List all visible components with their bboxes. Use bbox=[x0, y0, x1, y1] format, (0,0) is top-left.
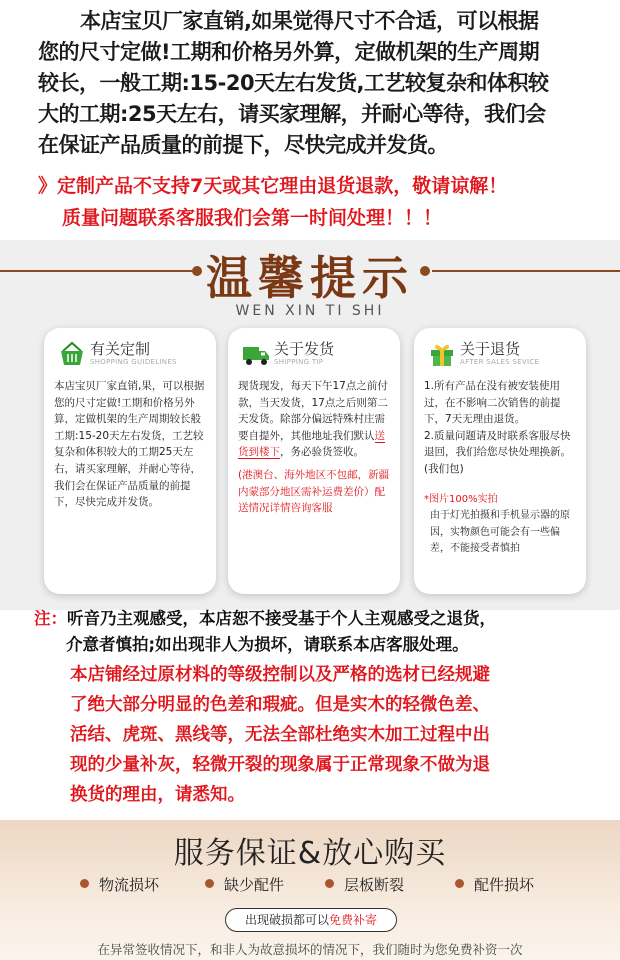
service-item-label: 配件损坏 bbox=[474, 876, 535, 894]
notice-line-2: 质量问题联系客服我们会第一时间处理！！！ bbox=[62, 207, 443, 229]
intro-line: 大的工期:25天左右，请买家理解，并耐心等待，我们会 bbox=[38, 102, 546, 126]
card-subtitle: SHIPPING TIP bbox=[274, 358, 324, 366]
card-subtitle: AFTER SALES SEVICE bbox=[460, 358, 540, 366]
card-red-text: (港澳台、海外地区不包邮，新疆内蒙部分地区需补运费差价）配送情况详情咨询客服 bbox=[238, 468, 390, 515]
card-body bbox=[424, 378, 578, 558]
card-body bbox=[54, 378, 208, 511]
card-text: 1.所有产品在没有被安装使用过，在不影响二次销售的前提下，7天无理由退货。 bbox=[424, 380, 561, 426]
card-title: 关于发货 bbox=[274, 340, 335, 358]
badge-highlight: 免费补寄 bbox=[329, 913, 378, 927]
bullet-dot-icon bbox=[325, 879, 334, 888]
wood-quality-paragraph bbox=[70, 660, 590, 810]
bullet-dot-icon bbox=[205, 879, 214, 888]
card-body bbox=[238, 378, 392, 517]
intro-line: 在保证产品质量的前提下，尽快完成并发货。 bbox=[38, 133, 448, 157]
service-item-label: 缺少配件 bbox=[224, 876, 285, 894]
tips-pinyin: WEN XIN TI SHI bbox=[235, 303, 385, 319]
service-item-label: 物流损坏 bbox=[99, 876, 160, 894]
service-footer-text: 在异常签收情况下，和非人为故意损坏的情况下，我们随时为您免费补资一次 bbox=[97, 942, 523, 957]
card-header bbox=[242, 336, 392, 376]
card-text-part: 现货现发，每天下午17点之前付款，当天发货，17点之后则第二天发货。除部分偏远特殊村庄需要自提外，其他地址我们默认 bbox=[238, 380, 388, 442]
card-photo-label bbox=[424, 492, 578, 509]
note-text: 听音乃主观感受，本店恕不接受基于个人主观感受之退货， bbox=[67, 609, 496, 628]
card-header bbox=[428, 336, 578, 376]
intro-line: 较长，一般工期:15-20天左右发货,工艺较复杂和体积较 bbox=[38, 71, 549, 95]
service-item bbox=[325, 874, 404, 895]
intro-paragraph bbox=[38, 6, 598, 161]
free-resend-badge bbox=[225, 908, 397, 932]
notice-line-1: 》定制产品不支持7天或其它理由退货退款，敬请谅解！ bbox=[38, 175, 508, 197]
card-photo-text: 由于灯光拍摄和手机显示器的原因，实物颜色可能会有一些偏差，不能接受者慎拍 bbox=[430, 510, 570, 555]
red-line: 现的少量补灰，轻微开裂的现象属于正常现象不做为退 bbox=[70, 755, 490, 775]
card-text-part: ，务必验货签收。 bbox=[280, 446, 364, 459]
delivery-truck-icon bbox=[242, 340, 270, 368]
red-line: 换货的理由，请悉知。 bbox=[70, 785, 245, 805]
card-shipping bbox=[228, 328, 400, 594]
service-item bbox=[455, 874, 534, 895]
card-returns bbox=[414, 328, 586, 594]
card-title: 有关定制 bbox=[90, 340, 151, 358]
card-text-highlight: 送货到楼下 bbox=[238, 429, 385, 459]
note-line-1 bbox=[34, 606, 614, 632]
tips-title: 温馨提示 bbox=[206, 251, 414, 305]
intro-line: 您的尺寸定做!工期和价格另外算，定做机架的生产周期 bbox=[38, 40, 540, 64]
note-line-2: 介意者慎拍;如出现非人为损坏，请联系本店客服处理。 bbox=[66, 635, 469, 654]
listening-note bbox=[34, 606, 614, 658]
bullet-dot-icon bbox=[455, 879, 464, 888]
service-title: 服务保证&放心购买 bbox=[173, 836, 447, 871]
card-text bbox=[238, 378, 392, 461]
gift-box-icon bbox=[428, 340, 456, 368]
photo-label-text: *图片100%实拍 bbox=[424, 493, 498, 505]
note-label: 注： bbox=[34, 609, 67, 628]
service-item-label: 层板断裂 bbox=[344, 876, 405, 894]
bullet-dot-icon bbox=[80, 879, 89, 888]
shopping-basket-icon bbox=[58, 340, 86, 368]
card-customization bbox=[44, 328, 216, 594]
card-title: 关于退货 bbox=[460, 340, 521, 358]
service-item bbox=[205, 874, 284, 895]
card-subtitle: SHOPPING GUIDELINES bbox=[90, 358, 177, 366]
intro-line: 本店宝贝厂家直销,如果觉得尺寸不合适，可以根据 bbox=[80, 9, 539, 33]
badge-prefix: 出现破损都可以 bbox=[244, 913, 329, 927]
card-header bbox=[58, 336, 208, 376]
card-text: 2.质量问题请及时联系客服尽快退回，我们给您尽快处理换新。(我们包) bbox=[424, 429, 571, 475]
red-line: 本店铺经过原材料的等级控制以及严格的选材已经规避 bbox=[70, 665, 490, 685]
return-policy-notice bbox=[38, 170, 613, 234]
red-line: 了绝大部分明显的色差和瑕疵。但是实木的轻微色差、 bbox=[70, 695, 490, 715]
service-item bbox=[80, 874, 159, 895]
red-line: 活结、虎斑、黑线等，无法全部杜绝实木加工过程中出 bbox=[70, 725, 490, 745]
card-text: 本店宝贝厂家直销,果，可以根据您的尺寸定做!工期和价格另外算，定做机架的生产周期较长般工期:15-20天左右发货，工艺较复杂和体积较大的工期25天左右，请买家理解，并耐心等待，我们会在保证产品质量的前提下，尽快完成并发货。 bbox=[54, 380, 205, 509]
